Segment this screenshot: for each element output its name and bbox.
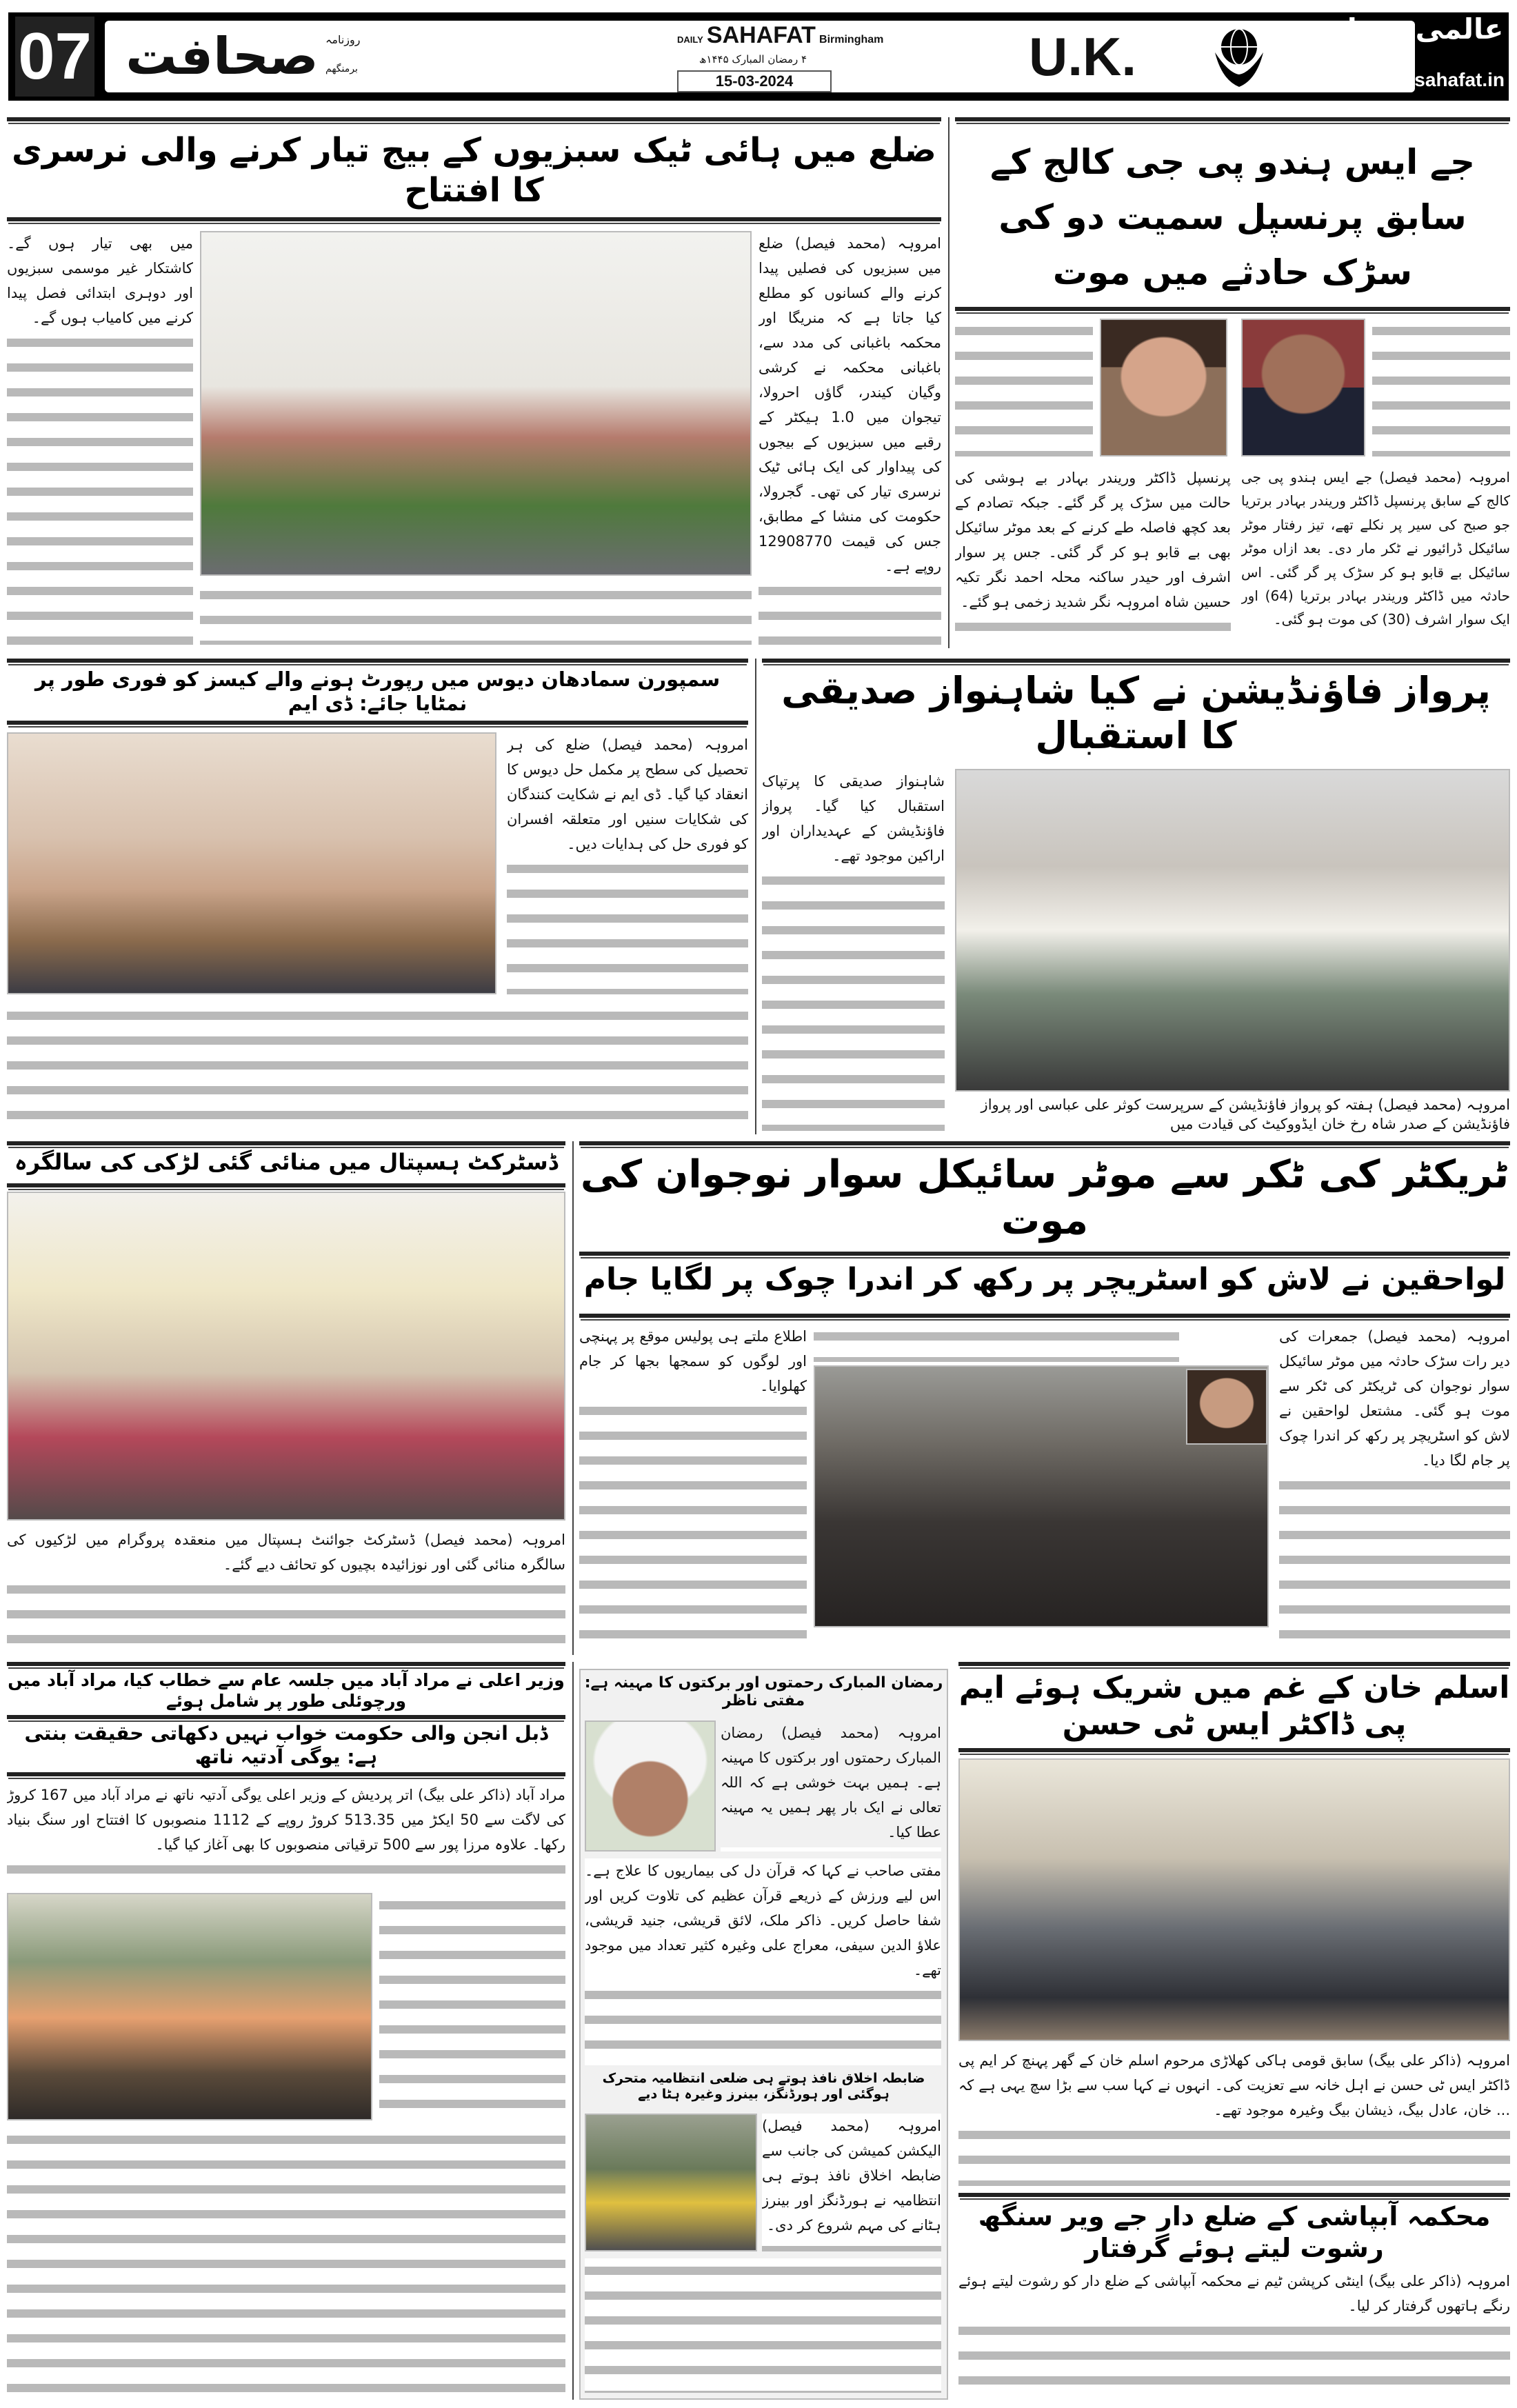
divider [955, 117, 1510, 121]
principal-body-left [955, 465, 1231, 646]
parwaz-photo [955, 769, 1510, 1092]
divider [958, 1662, 1510, 1666]
tractor-victim-portrait [1186, 1369, 1267, 1445]
nursery-photo [200, 231, 752, 576]
victim-portrait [1100, 319, 1227, 456]
tractor-body-top [814, 1324, 1179, 1362]
yogi-photo [7, 1893, 372, 2120]
sampoorn-photo [7, 732, 496, 994]
headline-aslam: اسلم خان کے غم میں شریک ہوئے ایم پی ڈاکٹر ایس ٹی حسن [958, 1670, 1510, 1742]
divider [579, 1252, 1510, 1256]
ramzan-body [721, 1720, 941, 1852]
headline-irrigation: محکمہ آبپاشی کے ضلع دار جے ویر سنگھ رشوت لیتے ہوئے گرفتار [978, 2201, 1491, 2263]
tractor-body-right [1279, 1324, 1510, 1648]
column-divider [572, 1662, 574, 2400]
brand-city: Birmingham [819, 34, 884, 46]
daily-label: DAILY [677, 34, 703, 45]
divider [7, 1772, 565, 1776]
article-text: اطلاع ملتے ہی پولیس موقع پر پہنچی اور لوگوں کو سمجھا بجھا کر جام کھلوایا۔ [579, 1324, 807, 1401]
subheadline-tractor: لواحقین نے لاش کو اسٹریچر پر رکھ کر اندرا چوک پر لگایا جام [583, 1262, 1506, 1297]
edition-label: U.K. [1029, 26, 1136, 87]
page-number: 07 [15, 17, 94, 97]
aslam-condolence-photo [958, 1758, 1510, 2041]
principal-body-side [1372, 319, 1510, 456]
article-text: مراد آباد (ذاکر علی بیگ) اتر پردیش کے وزیر اعلی یوگی آدتیہ ناتھ نے مراد آباد میں 167 کروڑ کی لاگت سے 50 ایکڑ میں 513.35 کروڑ روپے کے 1112 منصوبوں کا افتتاح اور سنگ بنیاد رکھا۔ علاوہ مرزا پور سے 500 ترقیاتی منصوبوں کا بھی آغاز کیا گیا۔ [7, 1783, 565, 1860]
article-text: امروہہ (محمد فیصل) رمضان المبارک رحمتوں اور برکتوں کا مہینہ ہے۔ ہمیں بہت خوشی ہے کہ اللہ تعالی نے ایک بار پھر ہمیں یہ مہینہ عطا کیا۔ [721, 1720, 941, 1847]
article-text: امروہہ (محمد فیصل) ضلع کی ہر تحصیل کی سطح پر مکمل حل دیوس کا انعقاد کیا گیا۔ ڈی ایم نے شکایت کنندگان کی شکایات سنیں اور متعلقہ افسران کو فوری حل کی ہدایات دیں۔ [507, 732, 748, 859]
left-logo-small: روزنامہ [325, 33, 361, 46]
article-text: امروہہ (محمد فیصل) ضلع میں سبزیوں کی فصلیں پیدا کرنے والے کسانوں کو مطلع کیا جاتا ہے کہ منریگا اور محکمہ باغبانی کی مدد سے، باغبانی محکمہ نے کرشی وگیان کیندر، گاؤں احرولا، تیجوان میں 1.0 ہیکٹر کے رقبے میں سبزیوں کے بیجوں کی پیداوار کی ایک ہائی ٹیک نرسری تیار کی تھی۔ گجرولا، حکومت کی منشا کے مطابق، جس کی قیمت 12908770 روپے ہے۔ [758, 231, 941, 581]
column-divider [755, 659, 756, 1134]
divider [579, 1314, 1510, 1318]
article-text: امروہہ (محمد فیصل) جے ایس ہندو پی جی کالج کے سابق پرنسپل ڈاکٹر وریندر بہادر برتریا جو صبح کی سیر پر نکلے تھے، تیز رفتار موٹر سائیکل ڈرائیور نے ٹکر مار دی۔ بعد ازاں موٹر سائیکل بے قابو ہو کر سڑک پر گر گئی۔ اس حادثہ میں ڈاکٹر وریندر بہادر برتریا (64) اور ایک سوار اشرف (30) کی موت ہو گئی۔ [1241, 465, 1510, 634]
headline-parwaz: پرواز فاؤنڈیشن نے کیا شاہنواز صدیقی کا استقبال [781, 669, 1491, 757]
article-text: امروہہ (محمد فیصل) الیکشن کمیشن کی جانب سے ضابطہ اخلاق نافذ ہوتے ہی انتظامیہ نے ہورڈنگز اور بینرز ہٹانے کی مہم شروع کر دی۔ [762, 2114, 941, 2240]
globe-logo-icon [1208, 25, 1270, 88]
date-box: 15-03-2024 [677, 70, 832, 92]
ramzan-body-2 [585, 1858, 941, 2065]
divider [7, 1141, 565, 1145]
nursery-body-left [7, 231, 193, 645]
article-text: شاہنواز صدیقی کا پرتپاک استقبال کیا گیا۔ پرواز فاؤنڈیشن کے عہدیداران اور اراکین موجود تھے۔ [762, 769, 945, 871]
left-logo: صحافت [125, 27, 319, 86]
divider [7, 1662, 565, 1666]
hoardings-removal-photo [585, 2114, 757, 2251]
birthday-body [7, 1527, 565, 1652]
headline-code-of-conduct: ضابطہ اخلاق نافذ ہوتے ہی ضلعی انتظامیہ متحرک ہوگئی اور ہورڈنگز، بینرز وغیرہ ہٹا دیے [602, 2071, 925, 2102]
divider [955, 307, 1510, 311]
masthead [8, 12, 1509, 101]
hijri-date: ۴ رمضان المبارک ۱۴۴۵ھ [699, 53, 807, 66]
sampoorn-body [507, 732, 748, 994]
yogi-body-bottom [7, 2127, 565, 2400]
divider [958, 2193, 1510, 2197]
article-text: امروہہ (ذاکر علی بیگ) سابق قومی ہاکی کھلاڑی مرحوم اسلم خان کے گھر پہنچ کر ایم پی ڈاکٹر ایس ٹی حسن نے اہل خانہ سے تعزیت کی۔ انہوں نے کہا سب سے بڑا سچ یہی ہے کہ ... خان، عادل بیگ، ذیشان بیگ وغیرہ موجود تھے۔ [958, 2048, 1510, 2125]
headline-ramzan: رمضان المبارک رحمتوں اور برکتوں کا مہینہ ہے: مفتی ناظر [584, 1674, 943, 1710]
divider [7, 659, 748, 663]
divider [7, 1183, 565, 1187]
code-of-conduct-body-bottom [585, 2258, 941, 2393]
code-of-conduct-body [762, 2114, 941, 2251]
column-divider [948, 117, 950, 648]
yogi-body [7, 1783, 565, 1886]
article-text: مفتی صاحب نے کہا کہ قرآن دل کی بیماریوں کا علاج ہے۔ اس لیے ورزش کے ذریعے قرآن عظیم کی تلاوت کریں اور شفا حاصل کریں۔ ذاکر ملک، لائق قریشی، جنید قریشی، علاؤ الدین سیفی، معراج علی وغیرہ کثیر تعداد میں موجود تھے۔ [585, 1858, 941, 1985]
headline-principal: جے ایس ہندو پی جی کالج کے سابق پرنسپل سمیت دو کی سڑک حادثے میں موت [989, 142, 1476, 292]
brand-name: SAHAFAT [706, 22, 816, 48]
headline-tractor: ٹریکٹر کی ٹکر سے موٹر سائیکل سوار نوجوان کی موت [580, 1152, 1509, 1244]
principal-portrait [1241, 319, 1365, 456]
article-text: امروہہ (ذاکر علی بیگ) اینٹی کرپشن ٹیم نے محکمہ آبپاشی کے ضلع دار کو رشوت لیتے ہوئے رنگے ہاتھوں گرفتار کر لیا۔ [958, 2269, 1510, 2321]
website-link[interactable]: www.sahafat.in [1365, 69, 1505, 90]
tractor-body-left [579, 1324, 807, 1648]
headline-yogi: ڈبل انجن والی حکومت خواب نہیں دکھاتی حقیقت بنتی ہے: یوگی آدتیہ ناتھ [24, 1722, 548, 1768]
mufti-portrait [585, 1720, 716, 1852]
left-logo-city: برمنگھم [325, 63, 358, 74]
divider [7, 1715, 565, 1719]
article-text: میں بھی تیار ہوں گے۔ کاشتکار غیر موسمی سبزیوں اور دوہری ابتدائی فصل پیدا کرنے میں کامیاب ہوں گے۔ [7, 231, 193, 333]
headline-birthday: ڈسٹرکٹ ہسپتال میں منائی گئی لڑکی کی سالگرہ [14, 1149, 559, 1175]
parwaz-body [762, 769, 945, 1131]
divider [7, 721, 748, 725]
irrigation-body [958, 2269, 1510, 2400]
parwaz-caption: امروہہ (محمد فیصل) ہفتہ کو پرواز فاؤنڈیشن کے سرپرست کوثر علی عباسی اور پرواز فاؤنڈیشن کے صدر شاہ رخ خان ایڈووکیٹ کی قیادت میں [981, 1096, 1510, 1132]
principal-body-right [1241, 465, 1510, 646]
kicker-yogi: وزیر اعلی نے مراد آباد میں جلسہ عام سے خطاب کیا، مراد آباد میں ورچوئلی طور پر شامل ہوئے [8, 1670, 565, 1711]
principal-body-side-left [955, 319, 1093, 456]
birthday-photo [7, 1192, 565, 1521]
right-logo: عالمی صحافت [1298, 12, 1504, 46]
headline-sampoorn: سمپورن سمادھان دیوس میں رپورٹ ہونے والے کیسز کو فوری طور پر نمٹایا جائے: ڈی ایم [34, 668, 721, 715]
nursery-body-right [758, 231, 941, 645]
article-text: پرنسپل ڈاکٹر وریندر بہادر بے ہوشی کی حالت میں سڑک پر گر گئے۔ جبکہ تصادم کے بعد کچھ فاصلہ طے کرنے کے بعد موٹر سائیکل بھی بے قابو ہو کر گر گئی۔ جس پر سوار اشرف اور حیدر ساکنہ محلہ احمد نگر تکیہ حسین شاہ امروہہ نگر شدید زخمی ہو گئے۔ [955, 465, 1231, 617]
brand-block [677, 22, 939, 50]
divider [958, 1748, 1510, 1752]
headline-nursery: ضلع میں ہائی ٹیک سبزیوں کے بیج تیار کرنے والی نرسری کا افتتاح [12, 131, 936, 210]
article-text: امروہہ (محمد فیصل) ڈسٹرکٹ جوائنٹ ہسپتال میں منعقدہ پروگرام میں لڑکیوں کی سالگرہ منائی گئی اور نوزائیدہ بچیوں کو تحائف دیے گئے۔ [7, 1527, 565, 1580]
aslam-body [958, 2048, 1510, 2186]
yogi-body-side [379, 1893, 565, 2120]
article-text: امروہہ (محمد فیصل) جمعرات کی دیر رات سڑک حادثہ میں موٹر سائیکل سوار نوجوان کی ٹریکٹر کی ٹکر سے موت ہو گئی۔ مشتعل لواحقین نے لاش کو اسٹریچر پر رکھ کر اندرا چوک پر جام لگا دیا۔ [1279, 1324, 1510, 1476]
divider [7, 117, 941, 121]
divider [7, 217, 941, 221]
nursery-body-bottom [200, 583, 752, 645]
sampoorn-body-bottom [7, 1003, 748, 1127]
divider [762, 659, 1510, 663]
divider [579, 1141, 1510, 1145]
column-divider [572, 1141, 574, 1655]
